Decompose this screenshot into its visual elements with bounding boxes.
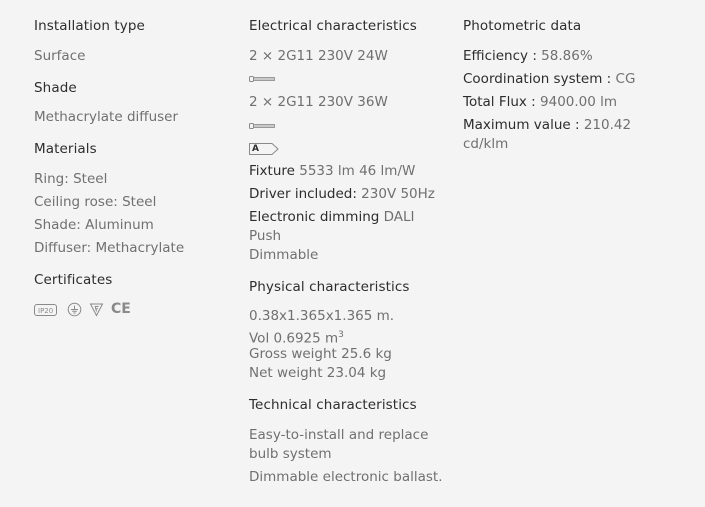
volume-value: Vol 0.6925 m (249, 330, 339, 347)
certificates-heading: Certificates (34, 272, 113, 288)
maximum-value-row (463, 116, 631, 135)
efficiency-value: 58.86% (541, 48, 593, 64)
fixture-row (249, 162, 415, 181)
installation-type-heading: Installation type (34, 18, 145, 34)
ce-mark-icon: CE (111, 301, 131, 317)
f-mark-icon (89, 302, 104, 321)
technical-line-1: Easy-to-install and replace (249, 427, 429, 443)
total-flux-row (463, 93, 617, 112)
technical-line-2: bulb system (249, 446, 332, 462)
shade-value: Methacrylate diffuser (34, 109, 179, 125)
driver-label: Driver included: (249, 186, 357, 202)
ip20-icon: IP20 (34, 304, 57, 316)
shade-heading: Shade (34, 80, 77, 96)
gross-weight-value: Gross weight 25.6 kg (249, 346, 392, 362)
net-weight-value: Net weight 23.04 kg (249, 365, 387, 381)
maximum-value-label: Maximum value : (463, 117, 580, 133)
physical-heading: Physical characteristics (249, 279, 410, 295)
coordination-value: CG (615, 71, 636, 87)
material-item-ceiling-rose: Ceiling rose: Steel (34, 194, 157, 210)
dimming-row (249, 208, 415, 227)
energy-class-label: A (252, 144, 259, 154)
dimming-label: Electronic dimming (249, 209, 380, 225)
tube-lamp-icon (249, 122, 275, 130)
volume-exponent: 3 (338, 330, 344, 340)
photometric-heading: Photometric data (463, 18, 582, 34)
fixture-label: Fixture (249, 163, 295, 179)
energy-class-icon (249, 143, 279, 155)
dimensions-value: 0.38x1.365x1.365 m. (249, 308, 395, 324)
electrical-heading: Electrical characteristics (249, 18, 417, 34)
coordination-row (463, 70, 635, 89)
coordination-label: Coordination system : (463, 71, 612, 87)
installation-type-value: Surface (34, 48, 86, 64)
material-item-diffuser: Diffuser: Methacrylate (34, 240, 185, 256)
dimming-value: DALI (383, 209, 415, 225)
tube-lamp-icon (249, 75, 275, 83)
maximum-value-unit: cd/klm (463, 136, 509, 152)
earth-ground-icon (67, 302, 82, 321)
dimming-dimmable: Dimmable (249, 247, 319, 263)
maximum-value-value: 210.42 (583, 117, 632, 133)
material-item-ring: Ring: Steel (34, 171, 108, 187)
efficiency-row (463, 47, 593, 66)
dimming-push: Push (249, 228, 282, 244)
driver-value: 230V 50Hz (361, 186, 435, 202)
lamp-spec-1: 2 × 2G11 230V 24W (249, 48, 388, 64)
total-flux-label: Total Flux : (463, 94, 536, 110)
driver-row (249, 185, 435, 204)
lamp-spec-2: 2 × 2G11 230V 36W (249, 94, 388, 110)
technical-heading: Technical characteristics (249, 397, 417, 413)
total-flux-value: 9400.00 lm (540, 94, 618, 110)
material-item-shade: Shade: Aluminum (34, 217, 154, 233)
technical-line-3: Dimmable electronic ballast. (249, 469, 443, 485)
materials-heading: Materials (34, 141, 97, 157)
fixture-value: 5533 lm 46 lm/W (299, 163, 416, 179)
efficiency-label: Efficiency : (463, 48, 537, 64)
